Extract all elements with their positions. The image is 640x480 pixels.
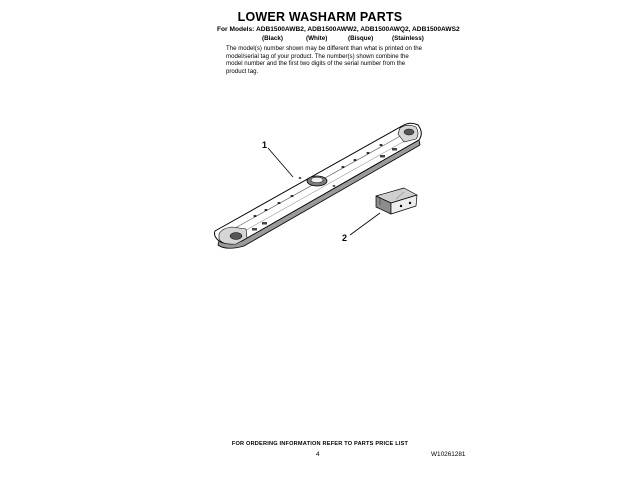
- finish-black: (Black): [262, 35, 283, 42]
- callout-part-2: 2: [342, 233, 348, 243]
- page-number: 4: [316, 451, 320, 458]
- ordering-info: FOR ORDERING INFORMATION REFER TO PARTS PRICE LIST: [231, 441, 409, 447]
- leader-line-1: [268, 148, 293, 177]
- washarm-bracket: [376, 188, 417, 214]
- lower-washarm: [215, 123, 422, 248]
- models-line: For Models: ADB1500AWB2, ADB1500AWW2, ADB1500AWQ2, ADB1500AWS2: [217, 26, 460, 33]
- leader-line-2: [350, 213, 380, 235]
- finish-stainless: (Stainless): [392, 35, 424, 42]
- callout-part-1: 1: [262, 140, 268, 150]
- document-code: W10261281: [431, 451, 466, 458]
- model-note: The model(s) number shown may be different than what is printed on the model/serial tag of your product. The number(s) shown combine the model number and the first two digits of the serial number from the product tag.: [226, 45, 423, 75]
- page-title: LOWER WASHARM PARTS: [237, 10, 403, 24]
- finish-white: (White): [306, 35, 328, 42]
- finish-bisque: (Bisque): [348, 35, 374, 42]
